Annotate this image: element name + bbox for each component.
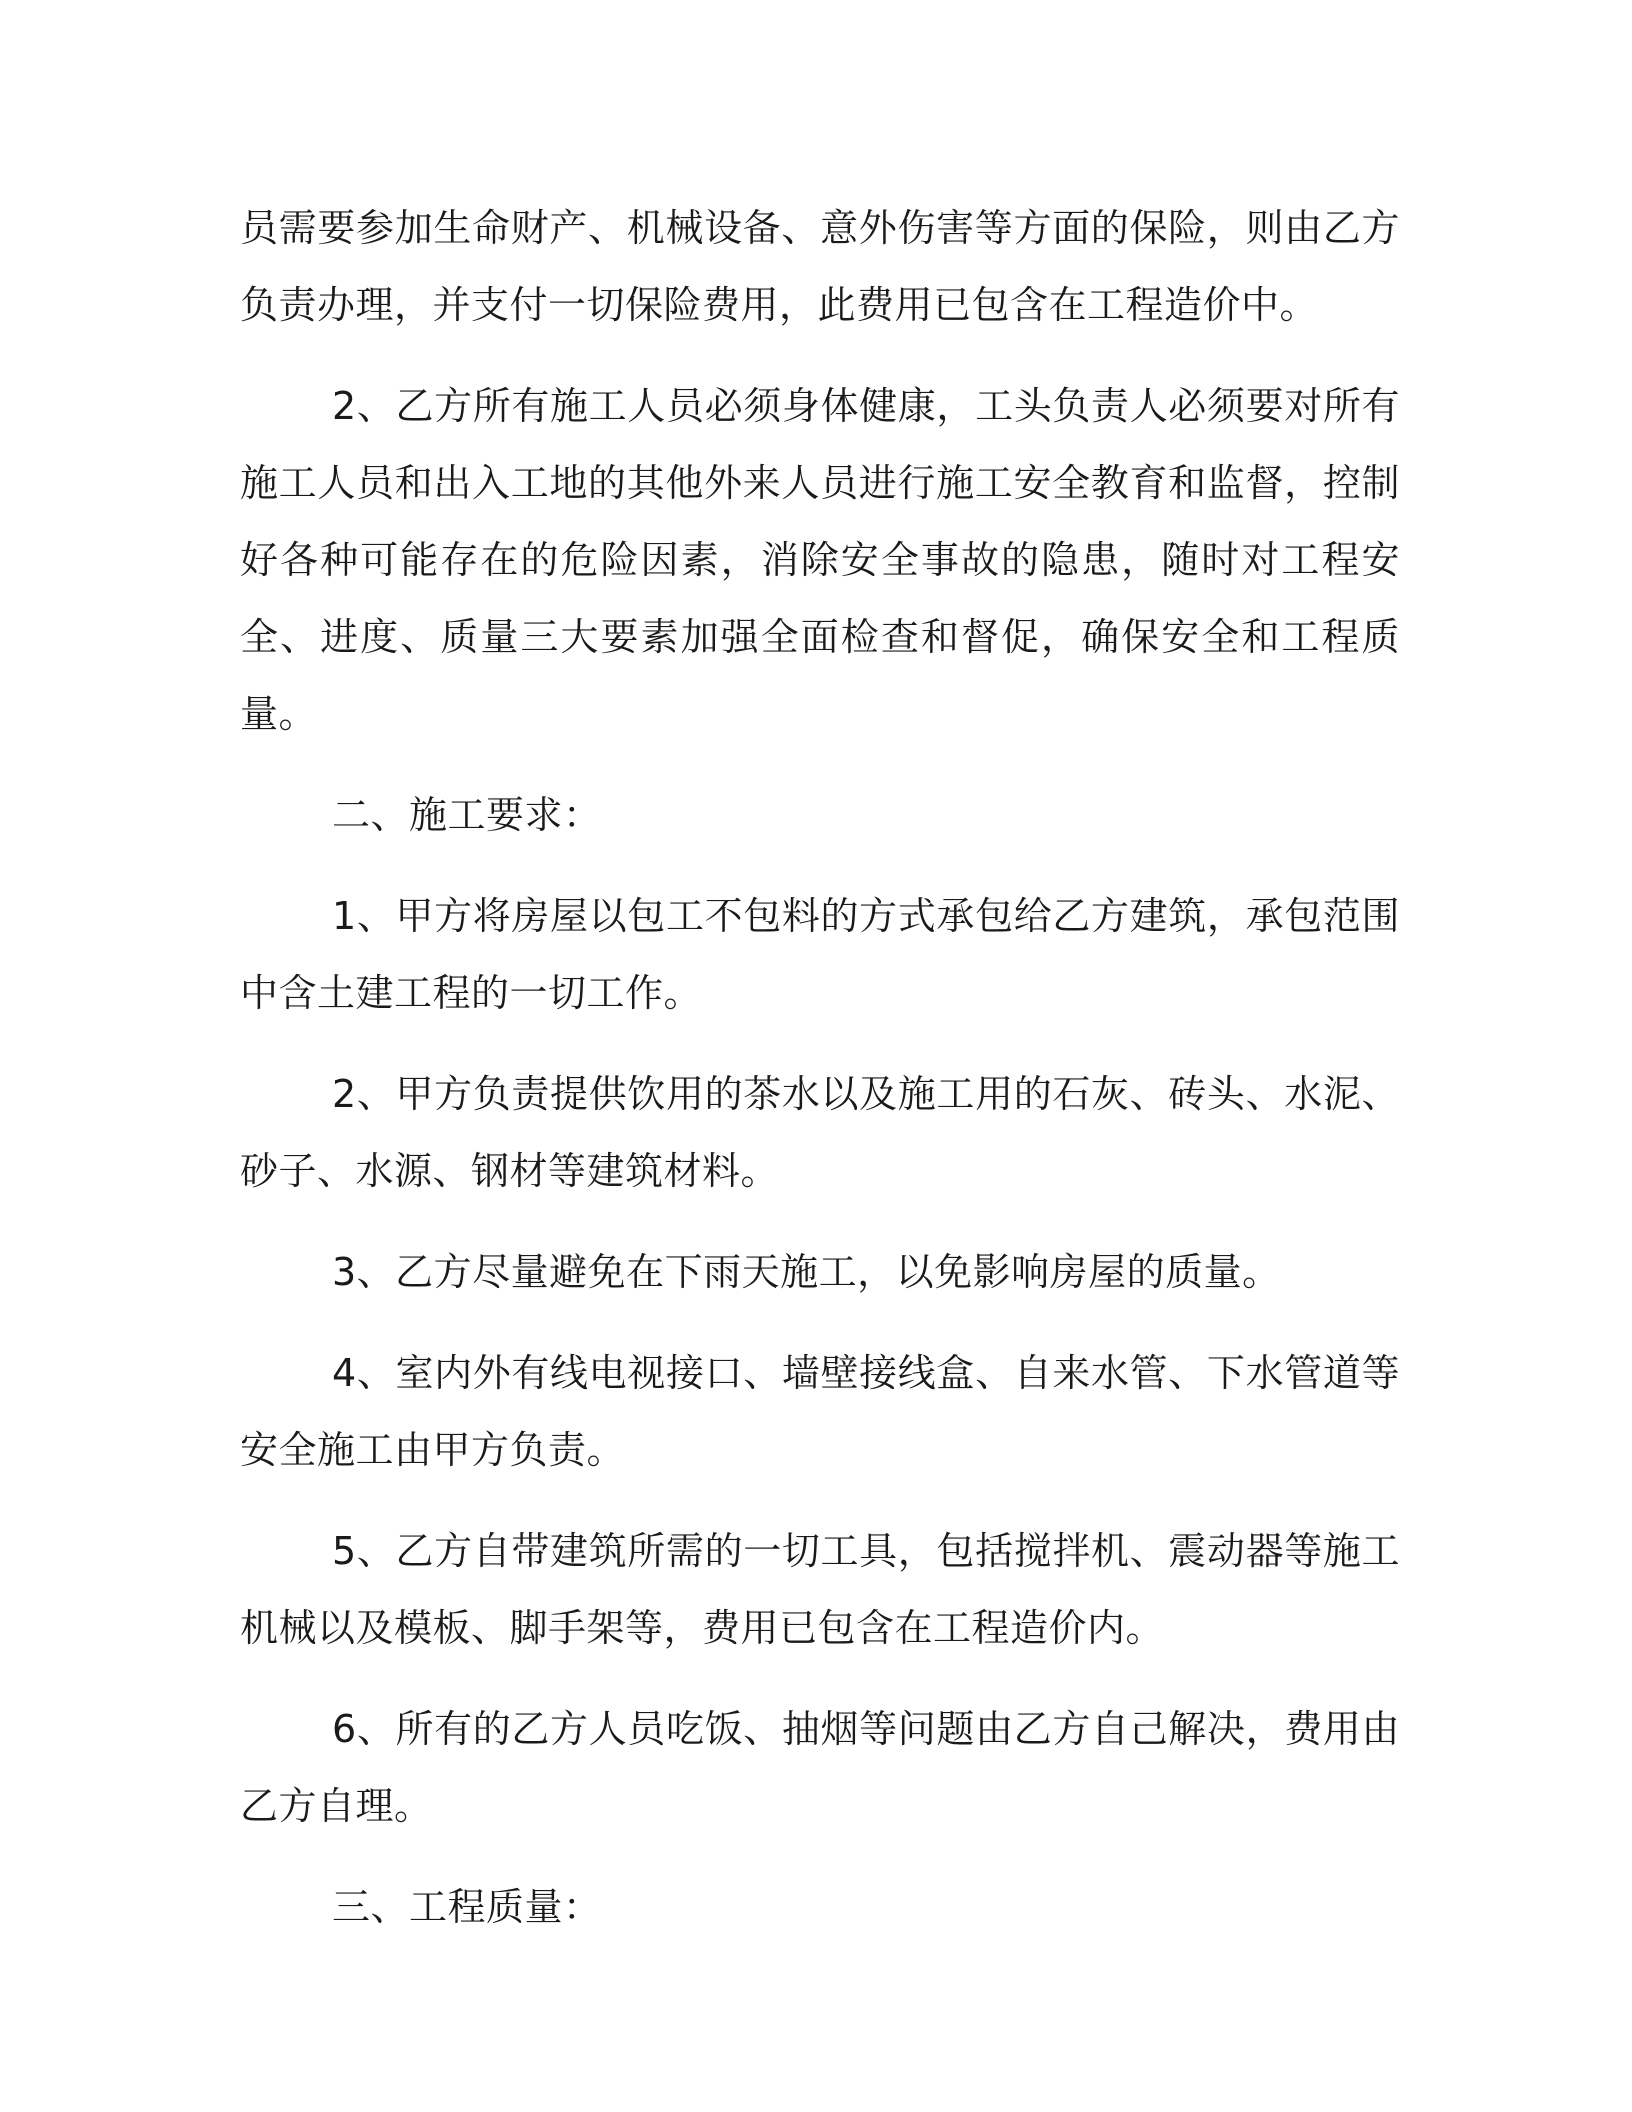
section-heading-project-quality: 三、工程质量： xyxy=(332,1885,602,1929)
paragraph-requirement-1: 1、甲方将房屋以包工不包料的方式承包给乙方建筑，承包范围中含土建工程的一切工作。 xyxy=(240,894,1400,1015)
paragraph-safety-clause-2: 2、乙方所有施工人员必须身体健康，工头负责人必须要对所有施工人员和出入工地的其他外来人员进行施工安全教育和监督，控制好各种可能存在的危险因素，消除安全事故的隐患，随时对工程安全、进度、质量三大要素加强全面检查和督促，确保安全和工程质量。 xyxy=(240,384,1400,736)
paragraph-insurance-continued: 员需要参加生命财产、机械设备、意外伤害等方面的保险，则由乙方负责办理，并支付一切保险费用，此费用已包含在工程造价中。 xyxy=(240,206,1400,327)
paragraph-requirement-5: 5、乙方自带建筑所需的一切工具，包括搅拌机、震动器等施工机械以及模板、脚手架等，费用已包含在工程造价内。 xyxy=(240,1529,1400,1650)
paragraph-requirement-6: 6、所有的乙方人员吃饭、抽烟等问题由乙方自己解决，费用由乙方自理。 xyxy=(240,1707,1400,1828)
section-heading-construction-requirements: 二、施工要求： xyxy=(332,793,602,837)
paragraph-requirement-4: 4、室内外有线电视接口、墙壁接线盒、自来水管、下水管道等安全施工由甲方负责。 xyxy=(240,1351,1400,1472)
paragraph-requirement-3: 3、乙方尽量避免在下雨天施工，以免影响房屋的质量。 xyxy=(332,1250,1281,1294)
document-body xyxy=(240,190,1400,1970)
paragraph-requirement-2: 2、甲方负责提供饮用的茶水以及施工用的石灰、砖头、水泥、砂子、水源、钢材等建筑材料。 xyxy=(240,1072,1400,1193)
